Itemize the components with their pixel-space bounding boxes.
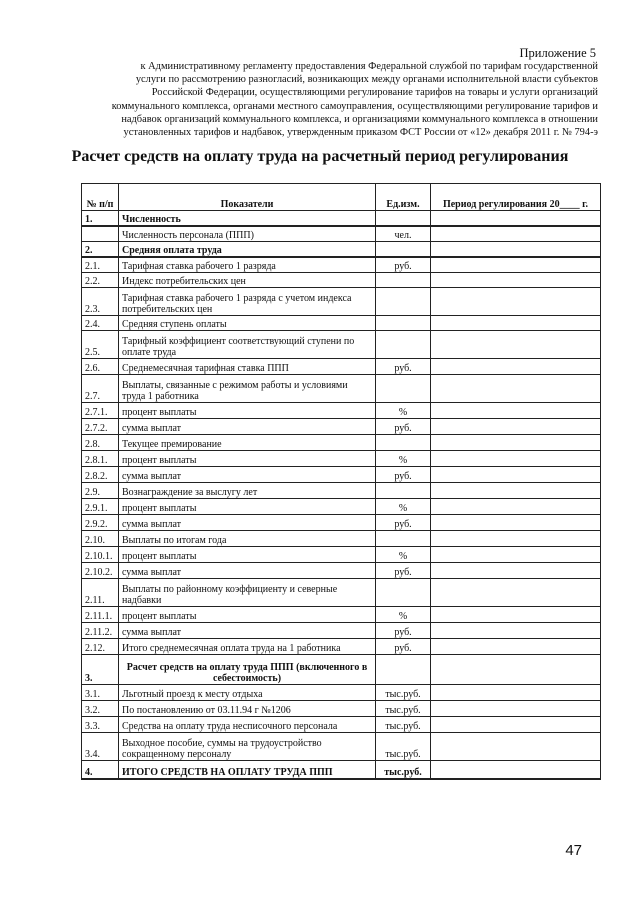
- value-cell[interactable]: [431, 733, 601, 761]
- value-cell[interactable]: [431, 685, 601, 701]
- table-row: [82, 331, 601, 359]
- row-number-cell: 1.: [82, 211, 119, 226]
- indicator-cell: сумма выплат: [119, 623, 376, 639]
- indicator-cell: Вознаграждение за выслугу лет: [119, 483, 376, 499]
- unit-cell: тыс.руб.: [376, 717, 431, 733]
- indicator-cell: ИТОГО СРЕДСТВ НА ОПЛАТУ ТРУДА ППП: [119, 761, 376, 779]
- header-indicator: Показатели: [119, 184, 376, 211]
- value-cell[interactable]: [431, 483, 601, 499]
- table-row: [82, 467, 601, 483]
- table-row: [82, 733, 601, 761]
- header-line: к Административному регламенту предоставления Федеральной службой по тарифам государственной: [140, 61, 598, 72]
- unit-cell: [376, 435, 431, 451]
- row-number-cell: 2.10.2.: [82, 563, 119, 579]
- indicator-cell: Тарифная ставка рабочего 1 разряда: [119, 257, 376, 273]
- row-number-cell: 2.1.: [82, 257, 119, 273]
- row-number-cell: 2.11.2.: [82, 623, 119, 639]
- unit-cell: [376, 316, 431, 331]
- table-row: [82, 531, 601, 547]
- row-number-cell: 2.9.1.: [82, 499, 119, 515]
- indicator-cell: Льготный проезд к месту отдыха: [119, 685, 376, 701]
- unit-cell: [376, 288, 431, 316]
- indicator-cell: Тарифный коэффициент соответствующий ступени по оплате труда: [119, 331, 376, 359]
- unit-cell: руб.: [376, 359, 431, 375]
- value-cell[interactable]: [431, 211, 601, 226]
- value-cell[interactable]: [431, 331, 601, 359]
- row-number-cell: 2.3.: [82, 288, 119, 316]
- table-row: [82, 515, 601, 531]
- indicator-cell: процент выплаты: [119, 607, 376, 623]
- indicator-cell: Выплаты по итогам года: [119, 531, 376, 547]
- wage-calculation-table: [81, 183, 601, 780]
- row-number-cell: 2.10.1.: [82, 547, 119, 563]
- unit-cell: [376, 531, 431, 547]
- table-row: [82, 623, 601, 639]
- indicator-cell: сумма выплат: [119, 563, 376, 579]
- unit-cell: руб.: [376, 639, 431, 655]
- indicator-cell: сумма выплат: [119, 467, 376, 483]
- row-number-cell: 2.9.2.: [82, 515, 119, 531]
- unit-cell: тыс.руб.: [376, 701, 431, 717]
- table-row: [82, 607, 601, 623]
- row-number-cell: 2.11.1.: [82, 607, 119, 623]
- indicator-cell: процент выплаты: [119, 451, 376, 467]
- indicator-cell: По постановлению от 03.11.94 г №1206: [119, 701, 376, 717]
- unit-cell: руб.: [376, 515, 431, 531]
- unit-cell: [376, 242, 431, 257]
- page-title: Расчет средств на оплату труда на расчетный период регулирования: [71, 148, 569, 165]
- table-row: [82, 359, 601, 375]
- unit-cell: руб.: [376, 257, 431, 273]
- value-cell[interactable]: [431, 717, 601, 733]
- header-line: надбавок организаций коммунального комплекса, и организациями коммунального комплекса в отношении: [121, 113, 598, 125]
- row-number-cell: 3.1.: [82, 685, 119, 701]
- value-cell[interactable]: [431, 579, 601, 607]
- unit-cell: чел.: [376, 226, 431, 242]
- value-cell[interactable]: [431, 419, 601, 435]
- indicator-cell: сумма выплат: [119, 419, 376, 435]
- row-number-cell: 2.9.: [82, 483, 119, 499]
- value-cell[interactable]: [431, 226, 601, 242]
- value-cell[interactable]: [431, 273, 601, 288]
- value-cell[interactable]: [431, 359, 601, 375]
- table-row: [82, 579, 601, 607]
- value-cell[interactable]: [431, 639, 601, 655]
- table-row: [82, 288, 601, 316]
- indicator-cell: Средняя ступень оплаты: [119, 316, 376, 331]
- table-row: [82, 685, 601, 701]
- indicator-cell: Средства на оплату труда несписочного персонала: [119, 717, 376, 733]
- row-number-cell: 2.8.2.: [82, 467, 119, 483]
- value-cell[interactable]: [431, 451, 601, 467]
- value-cell[interactable]: [431, 316, 601, 331]
- indicator-cell: Текущее премирование: [119, 435, 376, 451]
- row-number-cell: 2.4.: [82, 316, 119, 331]
- unit-cell: руб.: [376, 467, 431, 483]
- row-number-cell: 3.: [82, 655, 119, 685]
- unit-cell: [376, 483, 431, 499]
- row-number-cell: 2.11.: [82, 579, 119, 607]
- table-row: [82, 211, 601, 226]
- table-header-row: [82, 184, 601, 211]
- value-cell[interactable]: [431, 403, 601, 419]
- unit-cell: руб.: [376, 563, 431, 579]
- header-period: Период регулирования 20____ г.: [431, 184, 601, 211]
- indicator-cell: Средняя оплата труда: [119, 242, 376, 257]
- row-number-cell: 2.7.: [82, 375, 119, 403]
- header-line: услуги по рассмотрению разногласий, возникающих между органами исполнительной власти субъектов: [135, 74, 598, 86]
- row-number-cell: 3.4.: [82, 733, 119, 761]
- unit-cell: [376, 375, 431, 403]
- table-row: [82, 403, 601, 419]
- table-row: [82, 563, 601, 579]
- row-number-cell: 2.8.: [82, 435, 119, 451]
- table-row: [82, 375, 601, 403]
- table-row: [82, 499, 601, 515]
- value-cell[interactable]: [431, 547, 601, 563]
- indicator-cell: Индекс потребительских цен: [119, 273, 376, 288]
- unit-cell: %: [376, 451, 431, 467]
- value-cell[interactable]: [431, 435, 601, 451]
- table-row: [82, 273, 601, 288]
- header-unit: Ед.изм.: [376, 184, 431, 211]
- unit-cell: %: [376, 403, 431, 419]
- indicator-cell: Тарифная ставка рабочего 1 разряда с учетом индекса потребительских цен: [119, 288, 376, 316]
- indicator-cell: Расчет средств на оплату труда ППП (включенного в себестоимость): [119, 655, 376, 685]
- row-number-cell: 2.8.1.: [82, 451, 119, 467]
- table-row: [82, 316, 601, 331]
- value-cell[interactable]: [431, 701, 601, 717]
- indicator-cell: Итого среднемесячная оплата труда на 1 работника: [119, 639, 376, 655]
- header-line: коммунального комплекса, органами местного самоуправления, осуществляющими регулирование тарифов и: [111, 100, 598, 112]
- value-cell[interactable]: [431, 531, 601, 547]
- row-number-cell: 2.10.: [82, 531, 119, 547]
- indicator-cell: Численность: [119, 211, 376, 226]
- indicator-cell: процент выплаты: [119, 403, 376, 419]
- row-number-cell: 2.5.: [82, 331, 119, 359]
- table-row: [82, 701, 601, 717]
- indicator-cell: Среднемесячная тарифная ставка ППП: [119, 359, 376, 375]
- table-row: [82, 451, 601, 467]
- table-row: [82, 257, 601, 273]
- indicator-cell: Выходное пособие, суммы на трудоустройство сокращенному персоналу: [119, 733, 376, 761]
- unit-cell: [376, 273, 431, 288]
- table-row: [82, 435, 601, 451]
- row-number-cell: 4.: [82, 761, 119, 779]
- unit-cell: тыс.руб.: [376, 685, 431, 701]
- value-cell[interactable]: [431, 563, 601, 579]
- unit-cell: [376, 655, 431, 685]
- indicator-cell: Численность персонала (ППП): [119, 226, 376, 242]
- row-number-cell: 2.7.1.: [82, 403, 119, 419]
- table-row: [82, 639, 601, 655]
- indicator-cell: сумма выплат: [119, 515, 376, 531]
- row-number-cell: 2.12.: [82, 639, 119, 655]
- unit-cell: %: [376, 607, 431, 623]
- indicator-cell: процент выплаты: [119, 547, 376, 563]
- value-cell[interactable]: [431, 288, 601, 316]
- value-cell[interactable]: [431, 623, 601, 639]
- unit-cell: [376, 211, 431, 226]
- value-cell[interactable]: [431, 655, 601, 685]
- table-row: [82, 226, 601, 242]
- unit-cell: [376, 331, 431, 359]
- table-row: [82, 242, 601, 257]
- value-cell[interactable]: [431, 375, 601, 403]
- value-cell[interactable]: [431, 607, 601, 623]
- row-number-cell: 3.2.: [82, 701, 119, 717]
- row-number-cell: 2.7.2.: [82, 419, 119, 435]
- row-number-cell: 2.6.: [82, 359, 119, 375]
- unit-cell: тыс.руб.: [376, 733, 431, 761]
- row-number-cell: 2.2.: [82, 273, 119, 288]
- unit-cell: [376, 579, 431, 607]
- table-row: [82, 717, 601, 733]
- unit-cell: руб.: [376, 623, 431, 639]
- header-number: № п/п: [82, 184, 119, 211]
- value-cell[interactable]: [431, 467, 601, 483]
- regulation-reference: [78, 60, 598, 139]
- table-row: [82, 655, 601, 685]
- unit-cell: %: [376, 547, 431, 563]
- value-cell[interactable]: [431, 257, 601, 273]
- indicator-cell: процент выплаты: [119, 499, 376, 515]
- table-row: [82, 483, 601, 499]
- header-line: Российской Федерации, осуществляющими регулирование тарифов на товары и услуги организаций: [151, 87, 598, 99]
- table-row: [82, 761, 601, 779]
- value-cell[interactable]: [431, 761, 601, 779]
- row-number-cell: [82, 226, 119, 242]
- appendix-label: Приложение 5: [519, 46, 596, 60]
- page-number: 47: [565, 842, 582, 859]
- row-number-cell: 3.3.: [82, 717, 119, 733]
- unit-cell: руб.: [376, 419, 431, 435]
- table-row: [82, 419, 601, 435]
- value-cell[interactable]: [431, 242, 601, 257]
- unit-cell: тыс.руб.: [376, 761, 431, 779]
- header-line: установленных тарифов и надбавок, утвержденным приказом ФСТ России от «12» декабря 2011 г. № 794-э: [123, 127, 598, 139]
- row-number-cell: 2.: [82, 242, 119, 257]
- indicator-cell: Выплаты по районному коэффициенту и северные надбавки: [119, 579, 376, 607]
- value-cell[interactable]: [431, 499, 601, 515]
- value-cell[interactable]: [431, 515, 601, 531]
- table-row: [82, 547, 601, 563]
- unit-cell: %: [376, 499, 431, 515]
- indicator-cell: Выплаты, связанные с режимом работы и условиями труда 1 работника: [119, 375, 376, 403]
